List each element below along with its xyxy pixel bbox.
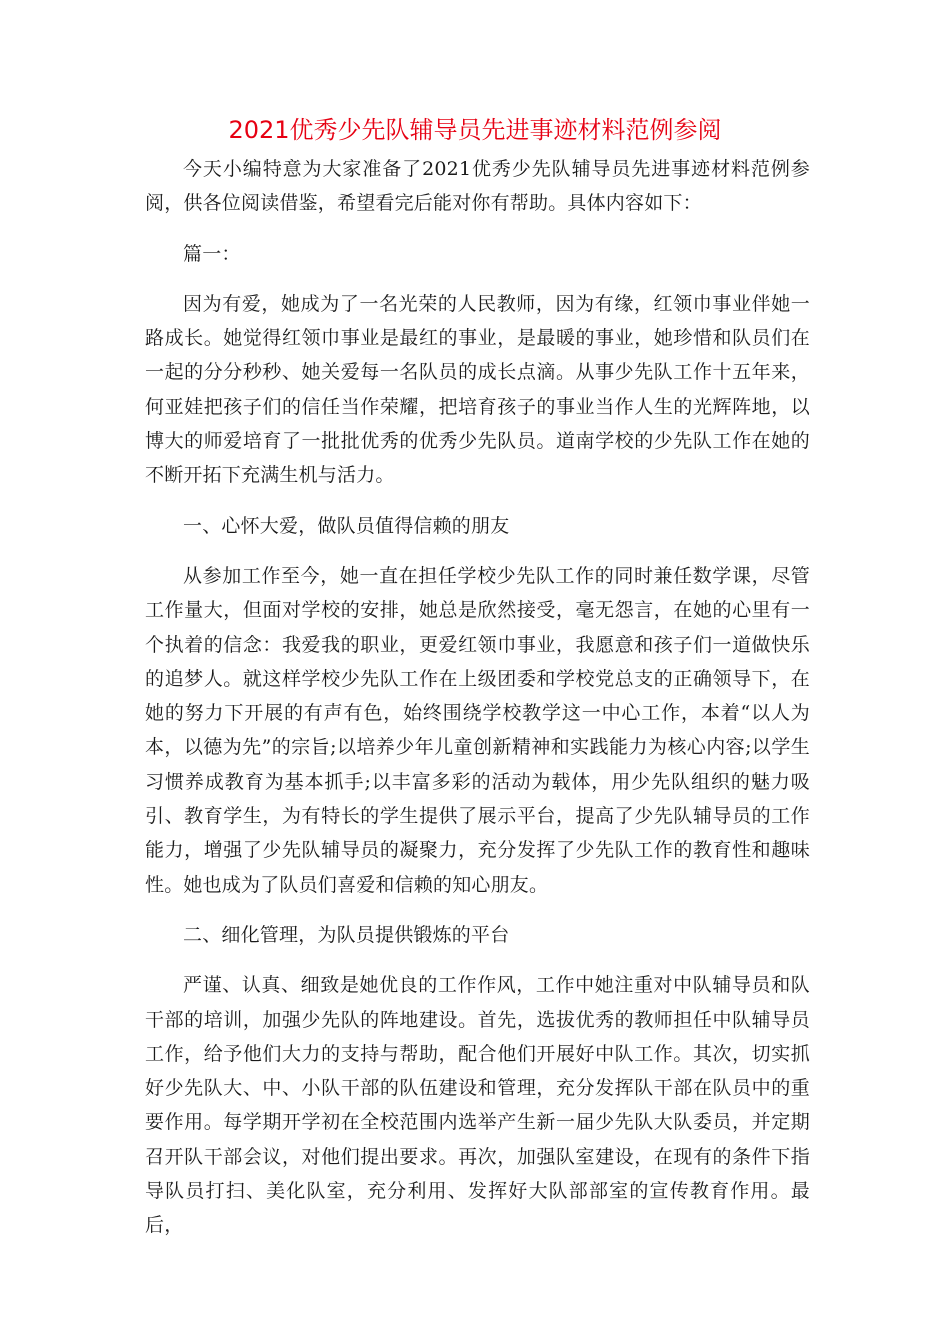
- document-title: 2021优秀少先队辅导员先进事迹材料范例参阅: [228, 116, 722, 144]
- intro-paragraph: 今天小编特意为大家准备了2021优秀少先队辅导员先进事迹材料范例参阅，供各位阅读借鉴，希望看完后能对你有帮助。具体内容如下：: [145, 158, 810, 215]
- body-paragraph: 从参加工作至今，她一直在担任学校少先队工作的同时兼任数学课，尽管工作量大，但面对学校的安排，她总是欣然接受，毫无怨言，在她的心里有一个执着的信念：我爱我的职业，更爱红领巾事业，我愿意和孩子们一道做快乐的追梦人。就这样学校少先队工作在上级团委和学校党总支的正确领导下，在她的努力下开展的有声有色，始终围绕学校教学这一中心工作，本着“以人为本，以德为先”的宗旨;以培养少年儿童创新精神和实践能力为核心内容;以学生习惯养成教育为基本抓手;以丰富多彩的活动为载体，用少先队组织的魅力吸引、教育学生，为有特长的学生提供了展示平台，提高了少先队辅导员的工作能力，增强了少先队辅导员的凝聚力，充分发挥了少先队工作的教育性和趣味性。她也成为了队员们喜爱和信赖的知心朋友。: [145, 564, 810, 896]
- body-paragraph: 因为有爱，她成为了一名光荣的人民教师，因为有缘，红领巾事业伴她一路成长。她觉得红领巾事业是最红的事业，是最暖的事业，她珍惜和队员们在一起的分分秒秒、她关爱每一名队员的成长点滴。从事少先队工作十五年来，何亚娃把孩子们的信任当作荣耀，把培育孩子的事业当作人生的光辉阵地，以博大的师爱培育了一批批优秀的优秀少先队员。道南学校的少先队工作在她的不断开拓下充满生机与活力。: [145, 292, 810, 487]
- section-heading-two: 二、细化管理，为队员提供锻炼的平台: [183, 923, 510, 946]
- body-paragraph: 严谨、认真、细致是她优良的工作作风，工作中她注重对中队辅导员和队干部的培训，加强少先队的阵地建设。首先，选拔优秀的教师担任中队辅导员工作，给予他们大力的支持与帮助，配合他们开展好中队工作。其次，切实抓好少先队大、中、小队干部的队伍建设和管理，充分发挥队干部在队员中的重要作用。每学期开学初在全校范围内选举产生新一届少先队大队委员，并定期召开队干部会议，对他们提出要求。再次，加强队室建设，在现有的条件下指导队员打扫、美化队室，充分利用、发挥好大队部部室的宣传教育作用。最后，: [145, 974, 810, 1237]
- document-body: [145, 152, 810, 1243]
- section-heading-one: 一、心怀大爱，做队员值得信赖的朋友: [183, 514, 510, 537]
- section-label-part-one: 篇一：: [183, 242, 241, 265]
